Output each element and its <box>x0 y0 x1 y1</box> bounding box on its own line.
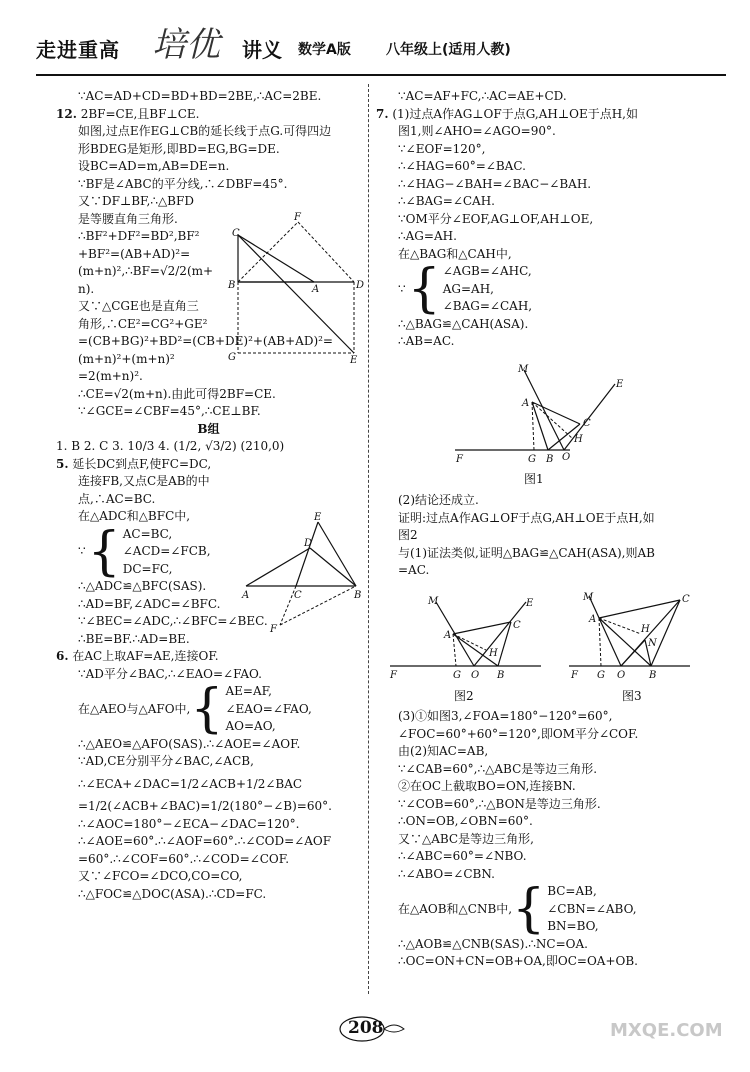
point-label: H <box>574 434 583 445</box>
point-label: M <box>428 596 439 607</box>
text-line: ∵∠EOF=120°, <box>398 141 486 156</box>
text-line: 延长DC到点F,使FC=DC, <box>72 456 212 471</box>
point-label: A <box>312 284 320 295</box>
text-line: =AC. <box>398 563 430 577</box>
point-label: E <box>350 355 358 366</box>
point-label: G <box>528 454 536 465</box>
right-column-part3 <box>376 708 721 971</box>
text-line: 连接FB,又点C是AB的中 <box>78 474 210 488</box>
text-line: ∴△AOB≌△CNB(SAS).∴NC=OA. <box>398 936 588 951</box>
text-line: 形BDEG是矩形,即BD=EG,BG=DE. <box>78 141 280 156</box>
point-label: E <box>526 598 534 609</box>
condition-group: ∵ { AC=BC, ∠ACD=∠FCB, DC=FC, <box>78 521 211 582</box>
watermark: MXQE.COM <box>610 1020 723 1041</box>
point-label: D <box>304 538 313 549</box>
text-line: 又∵△CGE也是直角三 <box>78 299 199 313</box>
right-column <box>376 88 721 351</box>
left-brace: { <box>87 521 121 582</box>
text-line: 又∵△ABC是等边三角形, <box>398 831 534 846</box>
text-line: ∴ON=OB,∠OBN=60°. <box>398 814 533 828</box>
text-line: 在△BAG和△CAH中, <box>398 246 512 261</box>
condition: ∠CBN=∠ABO, <box>547 901 637 916</box>
text-line: 由(2)知AC=AB, <box>398 744 489 758</box>
text-line: ∵AC=AF+FC,∴AC=AE+CD. <box>398 89 567 103</box>
text-line: ∴∠AOE=60°.∴∠AOF=60°.∴∠COD=∠AOF <box>78 834 332 848</box>
text-line: =2(m+n)². <box>78 369 143 383</box>
left-brace: { <box>190 679 224 740</box>
text-line: 与(1)证法类似,证明△BAG≌△CAH(ASA),则AB <box>398 545 655 560</box>
text-line: ∴∠AOC=180°−∠ECA−∠DAC=120°. <box>78 816 300 831</box>
right-column-part2 <box>376 492 721 580</box>
series-title: 走进重高 <box>36 38 120 62</box>
text-line: 角形,∴CE²=CG²+GE² <box>78 316 208 331</box>
text-line: ∵BF是∠ABC的平分线,∴∠DBF=45°. <box>78 176 288 191</box>
condition: AO=AO, <box>225 719 276 733</box>
text-line: 在AC上取AF=AE,连接OF. <box>72 649 219 663</box>
condition: AE=AF, <box>225 684 272 698</box>
point-label: F <box>456 454 463 465</box>
point-label: O <box>562 452 571 463</box>
text-line: ∴BF²+DF²=BD²,BF² <box>78 229 200 243</box>
text-line: (3)①如图3,∠FOA=180°−120°=60°, <box>398 709 613 723</box>
grade-label: 八年级上(适用人教) <box>386 42 511 58</box>
point-label: G <box>597 670 605 681</box>
text-line: 是等腰直角三角形. <box>78 211 178 226</box>
text-line: ∴∠ECA+∠DAC=1/2∠ACB+1/2∠BAC <box>78 776 303 791</box>
point-label: C <box>294 590 302 601</box>
text-line: 2BF=CE,且BF⊥CE. <box>80 106 200 121</box>
condition: ∠ACD=∠FCB, <box>122 544 211 558</box>
condition: ∠AGB=∠AHC, <box>442 264 532 278</box>
text-line: n). <box>78 281 95 296</box>
point-label: A <box>522 398 530 409</box>
condition-group <box>376 879 721 940</box>
condition: ∠EAO=∠FAO, <box>225 701 312 716</box>
page-number-badge <box>338 1015 408 1045</box>
condition: BN=BO, <box>547 919 599 933</box>
text-line: ∴CE=√2(m+n).由此可得2BF=CE. <box>78 386 276 401</box>
text-line: 1. B 2. C 3. 10/3 4. (1/2, √3/2) (210,0) <box>56 439 285 453</box>
point-label: A <box>589 614 597 625</box>
left-brace: { <box>407 259 441 320</box>
text-line: ∠FOC=60°+60°=120°,即OM平分∠COF. <box>398 726 639 741</box>
figure-2 <box>386 592 546 684</box>
page-number: 208 <box>348 1018 384 1038</box>
text-line: =(CB+BG)²+BD²=(CB+DE)²+(AB+AD)²= <box>78 334 333 348</box>
text-line: ∴∠HAG−∠BAH=∠BAC−∠BAH. <box>398 176 592 191</box>
left-brace: { <box>512 879 546 940</box>
figure-q12 <box>226 210 366 370</box>
figure-3 <box>565 588 695 684</box>
text-line: (m+n)²+(m+n)² <box>78 351 175 366</box>
point-label: O <box>471 670 480 681</box>
point-label: C <box>583 418 591 429</box>
svg-text:培优: 培优 <box>152 25 220 65</box>
point-label: B <box>649 670 657 681</box>
text-line: ∵∠GCE=∠CBF=45°,∴CE⊥BF. <box>78 404 261 418</box>
page-header <box>36 25 726 68</box>
text-line: 如图,过点E作EG⊥CB的延长线于点G.可得四边 <box>78 124 332 138</box>
figure-2-caption: 图2 <box>454 689 474 703</box>
text-line: ∴∠ABO=∠CBN. <box>398 866 495 881</box>
point-label: C <box>232 228 240 239</box>
question-number: 7. <box>376 106 389 121</box>
text-line: ∵∠CAB=60°,∴△ABC是等边三角形. <box>398 761 598 776</box>
question-number: 6. <box>56 649 69 663</box>
point-label: G <box>453 670 461 681</box>
text-line: +BF²=(AB+AD)²= <box>78 246 191 261</box>
point-label: M <box>518 364 529 375</box>
question-number: 12. <box>56 106 77 121</box>
column-divider <box>368 84 369 994</box>
text-line: ∵AD平分∠BAC,∴∠EAO=∠FAO. <box>78 666 262 681</box>
text-line: ∴△BAG≌△CAH(ASA). <box>398 316 529 331</box>
figure-1 <box>450 362 640 472</box>
point-label: H <box>641 624 650 635</box>
point-label: E <box>314 512 322 523</box>
text-line: ∴△ADC≌△BFC(SAS). <box>78 579 207 593</box>
condition: ∠BAG=∠CAH, <box>442 299 533 313</box>
text-line: 图1,则∠AHO=∠AGO=90°. <box>398 124 556 138</box>
condition: DC=FC, <box>122 561 173 576</box>
text-line: 又∵DF⊥BF,∴△BFD <box>78 194 194 208</box>
text-line: =60°.∴∠COF=60°.∴∠COD=∠COF. <box>78 851 290 866</box>
condition: AC=BC, <box>122 526 173 541</box>
text-line: ∴∠HAG=60°=∠BAC. <box>398 159 526 173</box>
question-number: 5. <box>56 456 69 471</box>
figure-q5 <box>238 510 368 638</box>
text-line: ∵∠BEC=∠ADC,∴∠BFC=∠BEC. <box>78 614 268 628</box>
text-line: 点,∴AC=BC. <box>78 491 156 506</box>
text-line: (m+n)²,∴BF=√2/2(m+ <box>78 264 214 278</box>
text-line: ∴BE=BF.∴AD=BE. <box>78 631 190 646</box>
text-line: (2)结论还成立. <box>398 493 479 507</box>
text-line: 在△AEO与△AFO中, <box>78 701 191 716</box>
book-logo <box>148 16 228 71</box>
point-label: A <box>444 630 452 641</box>
text-line: 证明:过点A作AG⊥OF于点G,AH⊥OE于点H,如 <box>398 510 655 525</box>
text-line: 设BC=AD=m,AB=DE=n. <box>78 159 230 173</box>
point-label: B <box>228 280 236 291</box>
text-line: 图2 <box>398 528 418 542</box>
text-line: ∴△AEO≌△AFO(SAS).∴∠AOE=∠AOF. <box>78 736 301 751</box>
text-line: 在△AOB和△CNB中, <box>398 901 513 916</box>
point-label: F <box>294 212 301 223</box>
point-label: B <box>497 670 505 681</box>
text-line: ∵OM平分∠EOF,AG⊥OF,AH⊥OE, <box>398 211 594 226</box>
point-label: E <box>616 379 624 390</box>
figure-3-caption: 图3 <box>622 689 642 703</box>
text-line: ∴AD=BF,∠ADC=∠BFC. <box>78 596 221 611</box>
point-label: G <box>228 352 236 363</box>
point-label: B <box>354 590 362 601</box>
text-line: ∴∠BAG=∠CAH. <box>398 194 495 208</box>
subject-label: 数学A版 <box>298 42 351 58</box>
header-title: 讲义 <box>242 38 282 62</box>
text-line: ∴AG=AH. <box>398 229 457 243</box>
condition-group <box>56 679 361 740</box>
condition: AG=AH, <box>442 281 494 296</box>
text-line: ∵∠COB=60°,∴△BON是等边三角形. <box>398 796 601 811</box>
text-line: ∵AD,CE分别平分∠BAC,∠ACB, <box>78 754 254 768</box>
point-label: B <box>546 454 554 465</box>
condition: BC=AB, <box>547 884 597 898</box>
point-label: F <box>390 670 397 681</box>
point-label: O <box>617 670 626 681</box>
point-label: H <box>489 648 498 659</box>
text-line: ∴OC=ON+CN=OB+OA,即OC=OA+OB. <box>398 954 638 968</box>
point-label: N <box>648 638 657 649</box>
text-line: ∴AB=AC. <box>398 334 455 348</box>
group-heading: B组 <box>197 421 220 436</box>
text-line: ∴△FOC≌△DOC(ASA).∴CD=FC. <box>78 886 267 901</box>
condition-group: ∵ { ∠AGB=∠AHC, AG=AH, ∠BAG=∠CAH, <box>398 259 533 320</box>
text-line: (1)过点A作AG⊥OF于点G,AH⊥OE于点H,如 <box>392 106 638 121</box>
point-label: A <box>242 590 250 601</box>
text-line: ∵AC=AD+CD=BD+BD=2BE,∴AC=2BE. <box>78 89 322 103</box>
text-line: =1/2(∠ACB+∠BAC)=1/2(180°−∠B)=60°. <box>78 799 332 813</box>
point-label: M <box>583 592 594 603</box>
point-label: F <box>270 624 277 635</box>
point-label: F <box>571 670 578 681</box>
text-line: ∴∠ABC=60°=∠NBO. <box>398 849 527 863</box>
text-line: 在△ADC和△BFC中, <box>78 509 191 523</box>
point-label: D <box>356 280 365 291</box>
header-rule <box>36 74 726 76</box>
text-line: 又∵∠FCO=∠DCO,CO=CO, <box>78 869 243 883</box>
point-label: C <box>682 594 690 605</box>
figure-1-caption: 图1 <box>524 472 544 486</box>
text-line: ②在OC上截取BO=ON,连接BN. <box>398 779 576 793</box>
point-label: C <box>513 620 521 631</box>
